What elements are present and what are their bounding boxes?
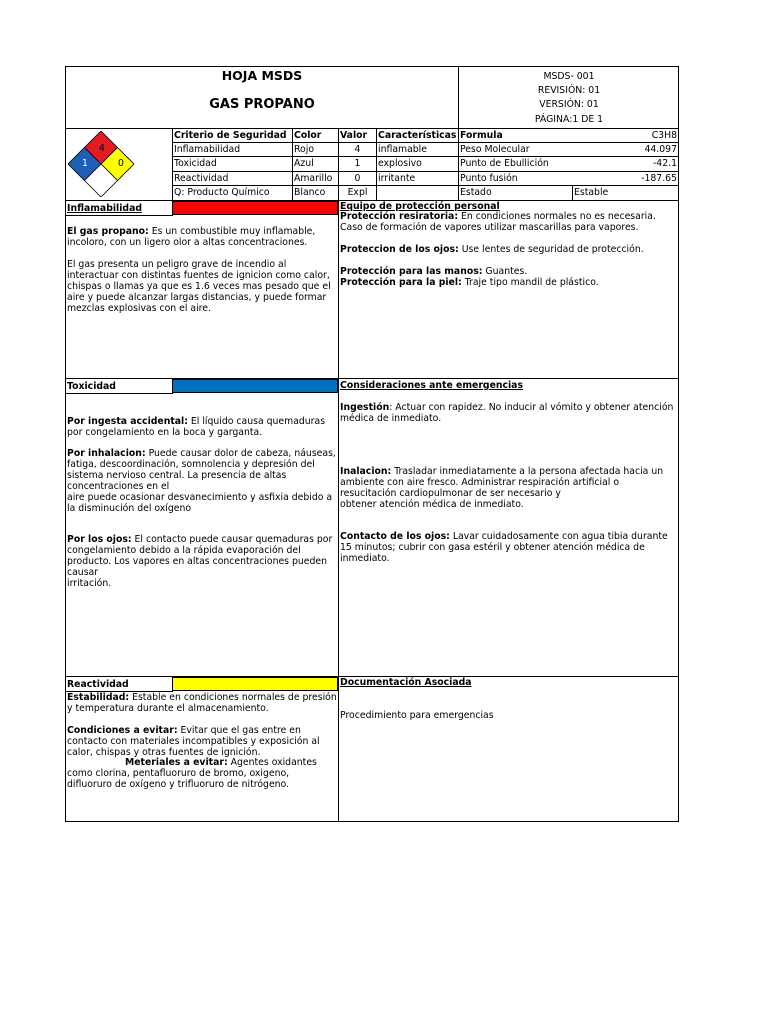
section-heading-reactividad: Reactividad [67, 679, 129, 690]
epp-respiratoria: Protección resiratoria: En condiciones normales no es necesaria. Caso de formación de vapores utilizar mascarillas para vapores. [340, 211, 656, 233]
property-value: Estable [574, 187, 609, 198]
criteria-cell: Rojo [294, 144, 315, 155]
reactividad-condiciones: Condiciones a evitar: Evitar que el gas entre en contacto con materiales incompatibles y exposición al calor, chispas y otras fuentes de ignición. [67, 725, 320, 758]
nfpa-flammability-value: 4 [99, 143, 105, 154]
criteria-cell: Toxicidad [174, 158, 217, 169]
section-heading-epp: Equipo de protección personal [340, 201, 500, 212]
epp-ojos: Proteccion de los ojos: Use lentes de seguridad de protección. [340, 244, 644, 255]
criteria-cell: irritante [378, 173, 416, 184]
property-value: -42.1 [652, 158, 677, 169]
doc-code: MSDS- 001 [543, 71, 595, 82]
toxicidad-color-bar [172, 379, 338, 393]
section-heading-inflamabilidad: Inflamabilidad [67, 203, 143, 214]
reactividad-materiales: Meteriales a evitar: Agentes oxidantes como clorina, pentafluoruro de bromo, oxigeno, difluoruro de oxígeno y trifluoruro de nitrógeno. [67, 757, 317, 790]
section-heading-toxicidad: Toxicidad [67, 381, 116, 392]
property-label: Peso Molecular [460, 144, 530, 155]
toxicidad-ojos: Por los ojos: El contacto puede causar quemaduras por congelamiento debido a la rápida evaporación del producto. Los vapores en altas concentraciones pueden causar irritación. [67, 534, 333, 589]
inflamabilidad-text-1: El gas propano: Es un combustible muy inflamable, incoloro, con un ligero olor a altas concentraciones. [67, 226, 316, 248]
property-header-label: Formula [460, 130, 503, 141]
toxicidad-ingesta: Por ingesta accidental: El líquido causa quemaduras por congelamiento en la boca y garganta. [67, 416, 326, 438]
property-label: Punto fusión [460, 173, 518, 184]
criteria-cell: Q: Producto Químico [174, 187, 270, 198]
product-name: GAS PROPANO [209, 97, 315, 112]
inflamabilidad-text-2: El gas presenta un peligro grave de incendio al interactuar con distintas fuentes de ignicion como calor, chispas o llamas ya que es 1.6 veces mas pesado que el aire y puede alcanzar largas distancias, y puede formar mezclas explosivas con el aire. [67, 259, 331, 314]
reactividad-estabilidad: Estabilidad: Estable en condiciones normales de presión y temperatura durante el almacenamiento. [67, 692, 337, 714]
inflamabilidad-color-bar [172, 201, 338, 215]
criteria-header-color: Color [294, 130, 322, 141]
nfpa-health-value: 1 [82, 158, 88, 169]
criteria-header-valor: Valor [340, 130, 368, 141]
criteria-cell: 4 [354, 144, 361, 155]
page-number: PÁGINA:1 DE 1 [534, 114, 604, 125]
criteria-header-criterio: Criterio de Seguridad [174, 130, 287, 141]
criteria-cell: explosivo [378, 158, 422, 169]
criteria-cell: Expl [347, 187, 368, 198]
criteria-header-caracteristicas: Características [378, 130, 457, 141]
reactividad-color-bar [172, 677, 338, 691]
property-label: Estado [460, 187, 492, 198]
property-value: 44.097 [644, 144, 677, 155]
property-label: Punto de Ebullición [460, 158, 549, 169]
documentacion-item: Procedimiento para emergencias [340, 710, 494, 721]
criteria-cell: 0 [354, 173, 361, 184]
criteria-cell: inflamable [378, 144, 427, 155]
epp-manos: Protección para las manos: Guantes. [340, 266, 528, 277]
emergencias-ojos: Contacto de los ojos: Lavar cuidadosamente con agua tibia durante 15 minutos; cubrir con gasa estéril y obtener atención médica de inmediato. [340, 531, 668, 564]
criteria-cell: Reactividad [174, 173, 229, 184]
emergencias-ingestion: Ingestión: Actuar con rapidez. No inducir al vómito y obtener atención médica de inmediato. [340, 402, 674, 424]
criteria-cell: Azul [294, 158, 314, 169]
criteria-cell: Inflamabilidad [174, 144, 241, 155]
criteria-cell: Amarillo [294, 173, 333, 184]
property-header-value: C3H8 [651, 130, 677, 141]
sheet-title: HOJA MSDS [221, 68, 303, 83]
section-heading-emergencias: Consideraciones ante emergencias [340, 380, 523, 391]
emergencias-inhalacion: Inalacion: Trasladar inmediatamente a la persona afectada hacia un ambiente con aire fresco. Administrar respiración artificial o resucitación cardiopulmonar de ser necesario y obtener atención médica de inmediato. [340, 466, 664, 510]
property-value: -187.65 [641, 173, 677, 184]
toxicidad-inhalacion: Por inhalacion: Puede causar dolor de cabeza, náuseas, fatiga, descoordinación, somnolencia y depresión del sistema nervioso central. La presencia de altas concentraciones en el aire puede ocasionar desvanecimiento y asfixia debido a la disminución del oxígeno [67, 448, 336, 514]
criteria-cell: 1 [354, 158, 361, 169]
criteria-cell: Blanco [294, 187, 326, 198]
revision: REVISIÓN: 01 [537, 85, 601, 96]
epp-piel: Protección para la piel: Traje tipo mandil de plástico. [340, 277, 599, 288]
section-heading-documentacion: Documentación Asociada [340, 677, 472, 688]
version: VERSIÓN: 01 [539, 99, 599, 110]
nfpa-reactivity-value: 0 [118, 158, 124, 169]
